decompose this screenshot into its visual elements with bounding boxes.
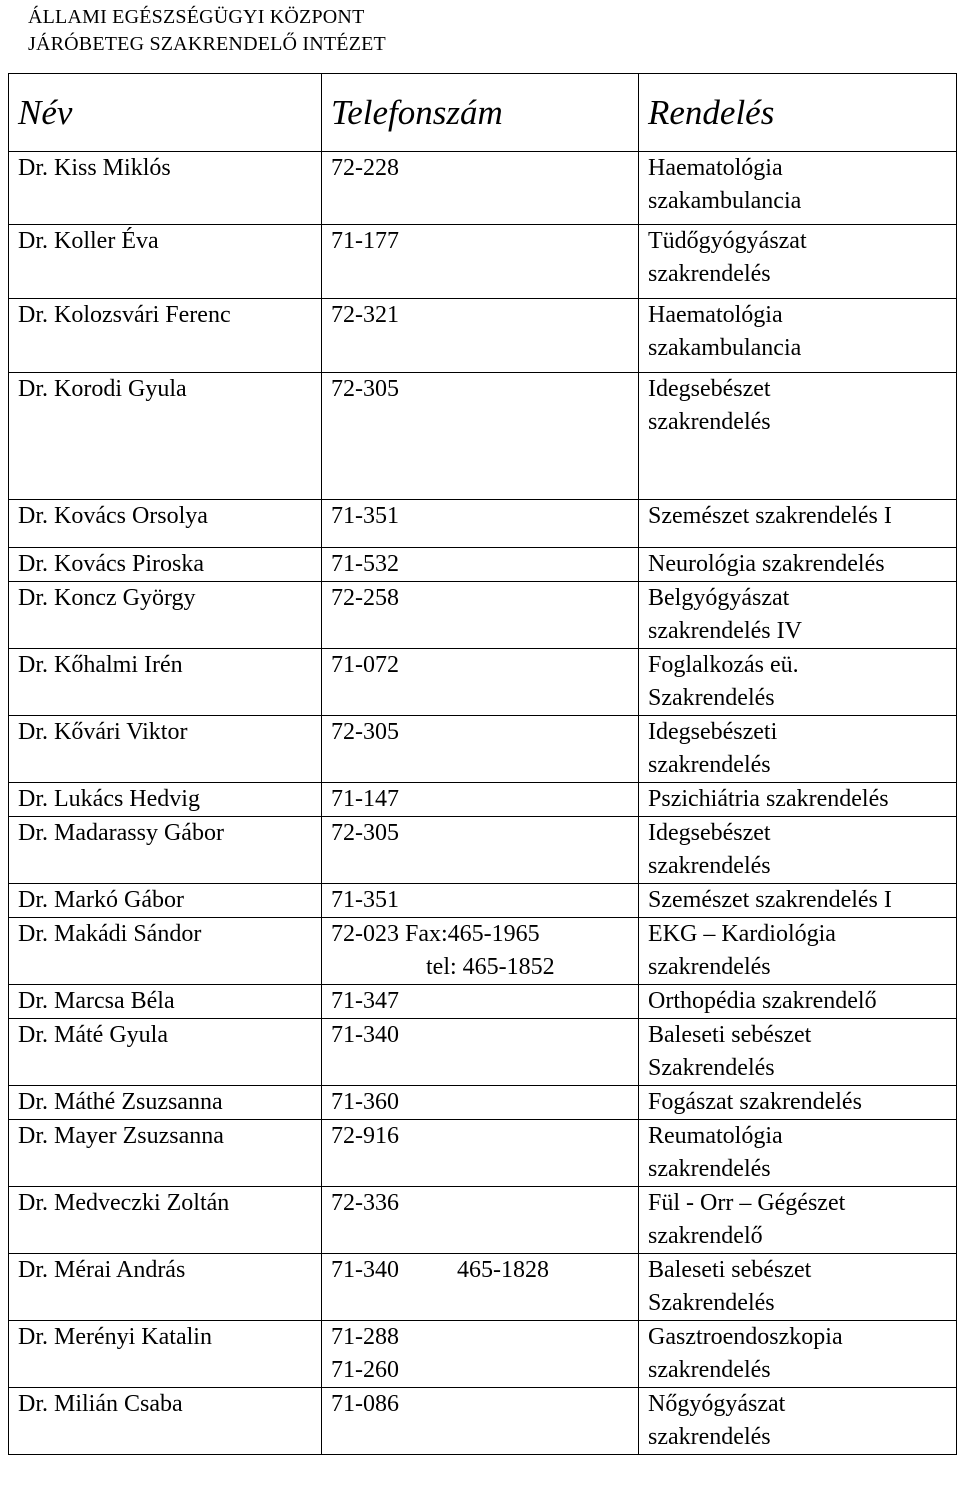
table-row: [9, 548, 957, 582]
rendeles-line-1: Gasztroendoszkopia: [648, 1324, 843, 1350]
doctor-name-cell: [9, 225, 322, 299]
phone-cell: [322, 1019, 639, 1086]
table-row: [9, 918, 957, 985]
rendeles-line-1: Fül - Orr – Gégészet: [648, 1190, 846, 1216]
phone-cell: [322, 649, 639, 716]
table-body: [9, 152, 957, 1455]
phone-cell: [322, 817, 639, 884]
table-row: [9, 884, 957, 918]
doctor-name-cell: [9, 817, 322, 884]
table-row: [9, 1254, 957, 1321]
doctor-name-cell: [9, 716, 322, 783]
doctor-name-cell: [9, 1086, 322, 1120]
doctor-name: Dr. Korodi Gyula: [18, 376, 187, 402]
rendeles-line-1: Fogászat szakrendelés: [648, 1089, 862, 1115]
rendeles-cell: [639, 548, 957, 582]
phone-cell: [322, 1388, 639, 1455]
doctor-name: Dr. Máthé Zsuzsanna: [18, 1089, 223, 1115]
phone-cell: [322, 152, 639, 225]
doctor-name: Dr. Kolozsvári Ferenc: [18, 302, 231, 328]
rendeles-line-1: Idegsebészet: [648, 820, 771, 846]
rendeles-line-1: Haematológia: [648, 302, 783, 328]
rendeles-line-1: Szemészet szakrendelés I: [648, 887, 892, 913]
rendeles-line-2: Szakrendelés: [648, 1055, 775, 1081]
rendeles-cell: [639, 299, 957, 373]
table-row: [9, 783, 957, 817]
phone-cell: [322, 716, 639, 783]
doctor-name-cell: [9, 1321, 322, 1388]
rendeles-cell: [639, 373, 957, 500]
doctor-table-container: [8, 73, 956, 1494]
phone-cell: [322, 918, 639, 985]
rendeles-line-2: szakambulancia: [648, 188, 802, 214]
table-row: [9, 582, 957, 649]
phone-number: 71-288: [331, 1324, 399, 1350]
doctor-name: Dr. Merényi Katalin: [18, 1324, 212, 1350]
doctor-name-cell: [9, 152, 322, 225]
phone-number: 71-147: [331, 786, 399, 812]
rendeles-cell: [639, 1388, 957, 1455]
phone-number: 72-336: [331, 1190, 399, 1216]
doctor-name: Dr. Koller Éva: [18, 228, 159, 254]
phone-cell: [322, 884, 639, 918]
doctor-table: [8, 73, 957, 1455]
rendeles-line-2: szakambulancia: [648, 335, 802, 361]
doctor-name-cell: [9, 783, 322, 817]
rendeles-line-1: Szemészet szakrendelés I: [648, 503, 892, 529]
doctor-name: Dr. Lukács Hedvig: [18, 786, 200, 812]
doctor-name-cell: [9, 1187, 322, 1254]
doctor-name: Dr. Makádi Sándor: [18, 921, 202, 947]
rendeles-line-2: szakrendelés: [648, 752, 771, 778]
phone-number-extra: 465-1828: [457, 1257, 549, 1283]
rendeles-cell: [639, 1321, 957, 1388]
phone-number: 71-340: [331, 1257, 399, 1283]
rendeles-line-1: Idegsebészeti: [648, 719, 778, 745]
rendeles-line-2: szakrendelés: [648, 409, 771, 435]
phone-number-secondary: tel: 465-1852: [426, 954, 555, 980]
table-row: [9, 1187, 957, 1254]
doctor-name: Dr. Mayer Zsuzsanna: [18, 1123, 224, 1149]
phone-cell: [322, 1187, 639, 1254]
doctor-name-cell: [9, 500, 322, 548]
rendeles-cell: [639, 649, 957, 716]
doctor-name-cell: [9, 884, 322, 918]
phone-cell: [322, 1321, 639, 1388]
phone-number: 71-177: [331, 228, 399, 254]
table-row: [9, 1019, 957, 1086]
rendeles-line-1: Nőgyógyászat: [648, 1391, 786, 1417]
rendeles-line-1: Neurológia szakrendelés: [648, 551, 885, 577]
doctor-name: Dr. Kővári Viktor: [18, 719, 188, 745]
rendeles-cell: [639, 152, 957, 225]
rendeles-cell: [639, 500, 957, 548]
rendeles-line-2: Szakrendelés: [648, 1290, 775, 1316]
doctor-name: Dr. Kovács Piroska: [18, 551, 204, 577]
rendeles-cell: [639, 985, 957, 1019]
phone-number: 72-305: [331, 376, 399, 402]
doctor-name: Dr. Kovács Orsolya: [18, 503, 208, 529]
header-line-2: JÁRÓBETEG SZAKRENDELŐ INTÉZET: [28, 33, 386, 55]
doctor-name-cell: [9, 985, 322, 1019]
doctor-name: Dr. Milián Csaba: [18, 1391, 183, 1417]
rendeles-line-1: Tüdőgyógyászat: [648, 228, 807, 254]
header-line-1: ÁLLAMI EGÉSZSÉGÜGYI KÖZPONT: [28, 6, 365, 28]
phone-number: 72-321: [331, 302, 399, 328]
doctor-name: Dr. Máté Gyula: [18, 1022, 168, 1048]
phone-cell: [322, 500, 639, 548]
phone-cell: [322, 1120, 639, 1187]
doctor-name: Dr. Madarassy Gábor: [18, 820, 224, 846]
rendeles-line-2: szakrendelés IV: [648, 618, 802, 644]
rendeles-line-1: Foglalkozás eü.: [648, 652, 799, 678]
rendeles-line-1: Baleseti sebészet: [648, 1257, 812, 1283]
rendeles-line-1: Belgyógyászat: [648, 585, 790, 611]
phone-number: 71-072: [331, 652, 399, 678]
doctor-name-cell: [9, 299, 322, 373]
doctor-name: Dr. Koncz György: [18, 585, 196, 611]
doctor-name-cell: [9, 918, 322, 985]
table-row: [9, 1086, 957, 1120]
phone-cell: [322, 985, 639, 1019]
phone-number: 71-351: [331, 503, 399, 529]
phone-cell: [322, 1086, 639, 1120]
phone-number: 71-340: [331, 1022, 399, 1048]
doctor-name-cell: [9, 649, 322, 716]
doctor-name: Dr. Medveczki Zoltán: [18, 1190, 230, 1216]
phone-number: 72-228: [331, 155, 399, 181]
phone-number: 72-023 Fax:465-1965: [331, 921, 540, 947]
rendeles-cell: [639, 1254, 957, 1321]
rendeles-cell: [639, 884, 957, 918]
rendeles-cell: [639, 1120, 957, 1187]
rendeles-line-2: szakrendelés: [648, 1424, 771, 1450]
table-row: [9, 225, 957, 299]
rendeles-line-2: Szakrendelés: [648, 685, 775, 711]
doctor-name: Dr. Marcsa Béla: [18, 988, 175, 1014]
table-row: [9, 817, 957, 884]
rendeles-line-1: Baleseti sebészet: [648, 1022, 812, 1048]
phone-number-secondary: 71-260: [331, 1357, 399, 1383]
table-row: [9, 1321, 957, 1388]
doctor-name-cell: [9, 373, 322, 500]
rendeles-line-1: Pszichiátria szakrendelés: [648, 786, 889, 812]
rendeles-cell: [639, 783, 957, 817]
doctor-name-cell: [9, 1388, 322, 1455]
rendeles-line-2: szakrendelés: [648, 853, 771, 879]
doctor-name: Dr. Mérai András: [18, 1257, 186, 1283]
phone-cell: [322, 373, 639, 500]
phone-number: 72-305: [331, 719, 399, 745]
table-row: [9, 649, 957, 716]
rendeles-line-1: Haematológia: [648, 155, 783, 181]
column-header-phone: Telefonszám: [322, 74, 639, 152]
table-row: [9, 1120, 957, 1187]
rendeles-cell: [639, 817, 957, 884]
table-header-row: [9, 74, 957, 152]
rendeles-line-2: szakrendelés: [648, 1357, 771, 1383]
phone-cell: [322, 582, 639, 649]
rendeles-cell: [639, 582, 957, 649]
doctor-name-cell: [9, 1254, 322, 1321]
rendeles-line-1: Idegsebészet: [648, 376, 771, 402]
table-row: [9, 1388, 957, 1455]
rendeles-cell: [639, 1086, 957, 1120]
rendeles-cell: [639, 918, 957, 985]
phone-cell: [322, 299, 639, 373]
doctor-name: Dr. Markó Gábor: [18, 887, 184, 913]
doctor-name-cell: [9, 1120, 322, 1187]
document-header: [28, 4, 386, 58]
phone-number: 71-360: [331, 1089, 399, 1115]
doctor-name: Dr. Kiss Miklós: [18, 155, 171, 181]
phone-number: 71-086: [331, 1391, 399, 1417]
phone-cell: [322, 1254, 639, 1321]
rendeles-line-2: szakrendelés: [648, 261, 771, 287]
phone-number: 72-305: [331, 820, 399, 846]
rendeles-line-1: Reumatológia: [648, 1123, 783, 1149]
table-row: [9, 716, 957, 783]
rendeles-line-1: EKG – Kardiológia: [648, 921, 836, 947]
phone-number: 71-351: [331, 887, 399, 913]
rendeles-cell: [639, 1019, 957, 1086]
rendeles-cell: [639, 1187, 957, 1254]
doctor-name-cell: [9, 1019, 322, 1086]
phone-cell: [322, 783, 639, 817]
rendeles-line-1: Orthopédia szakrendelő: [648, 988, 877, 1014]
table-row: [9, 500, 957, 548]
rendeles-line-2: szakrendelő: [648, 1223, 763, 1249]
phone-number: 72-258: [331, 585, 399, 611]
phone-number: 71-347: [331, 988, 399, 1014]
rendeles-cell: [639, 225, 957, 299]
table-row: [9, 373, 957, 500]
phone-number: 72-916: [331, 1123, 399, 1149]
column-header-rendeles: Rendelés: [639, 74, 957, 152]
doctor-name-cell: [9, 548, 322, 582]
phone-cell: [322, 225, 639, 299]
table-row: [9, 985, 957, 1019]
rendeles-line-2: szakrendelés: [648, 1156, 771, 1182]
column-header-name: Név: [9, 74, 322, 152]
table-row: [9, 299, 957, 373]
doctor-name: Dr. Kőhalmi Irén: [18, 652, 183, 678]
phone-cell: [322, 548, 639, 582]
rendeles-line-2: szakrendelés: [648, 954, 771, 980]
doctor-name-cell: [9, 582, 322, 649]
phone-number: 71-532: [331, 551, 399, 577]
table-row: [9, 152, 957, 225]
rendeles-cell: [639, 716, 957, 783]
